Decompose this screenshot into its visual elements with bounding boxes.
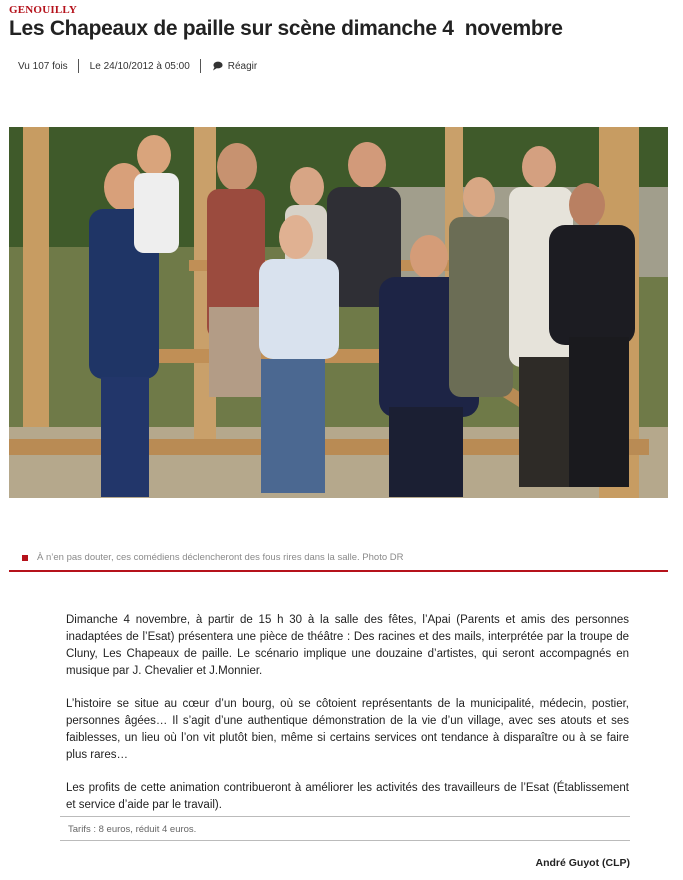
react-label: Réagir (227, 60, 258, 72)
caption-text: À n’en pas douter, ces comédiens déclencheront des fous rires dans la salle. Photo DR (37, 552, 404, 563)
paragraph: Les profits de cette animation contribueront à améliorer les activités des travailleurs de l’Esat (Établissement et service d’aide par le travail). (66, 782, 629, 811)
photo-caption (22, 552, 404, 563)
paragraph: Dimanche 4 novembre, à partir de 15 h 30 à la salle des fêtes, l’Apai (Parents et amis des personnes inadaptées de l’Esat) présentera une pièce de théâtre : Des racines et des mails, interprétée par la troupe de Cluny, Les Chapeaux de paille. Le scénario implique une douzaine d’artistes, qui seront accompagnés en musique par J. Chevalier et J.Monnier. (66, 614, 629, 677)
tarifs-note: Tarifs : 8 euros, réduit 4 euros. (68, 824, 197, 835)
view-count: Vu 107 fois (18, 60, 68, 72)
caption-divider (9, 570, 668, 572)
meta-divider (78, 59, 79, 73)
tarifs-top-divider (60, 816, 630, 817)
article-title: Les Chapeaux de paille sur scène dimanche 4 novembre (9, 17, 563, 40)
article-photo (9, 127, 668, 498)
square-bullet-icon (22, 555, 28, 561)
author-byline: André Guyot (CLP) (535, 857, 630, 869)
group-photo-illustration (9, 127, 668, 498)
tarifs-bottom-divider (60, 840, 630, 841)
article-meta (18, 59, 257, 73)
meta-divider (200, 59, 201, 73)
section-label: GENOUILLY (9, 4, 78, 16)
publish-date: Le 24/10/2012 à 05:00 (89, 60, 190, 72)
paragraph: L’histoire se situe au cœur d’un bourg, où se côtoient représentants de la municipalité, médecin, postier, personnes âgées… Il s’agit d’une authentique démonstration de la vie d’un village, avec ses atouts et ses faiblesses, un lieu où l’on vit plutôt bien, même si certains services ont tendance à disparaître ou à se faire plus rares… (66, 698, 629, 761)
article-body (66, 612, 629, 830)
speech-bubble-icon (212, 61, 223, 71)
react-link[interactable] (212, 61, 257, 72)
